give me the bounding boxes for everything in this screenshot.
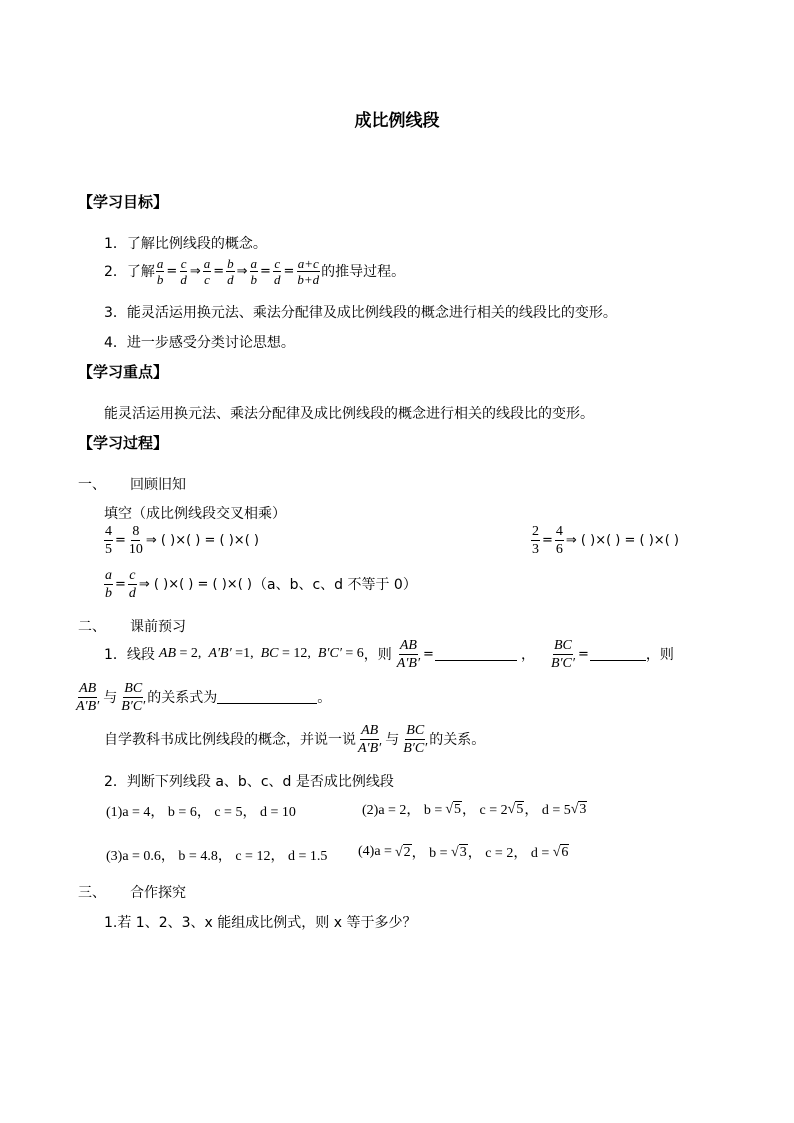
- goal-item-2: 2．了解 $\frac{a}{b}$ = $\frac{c}{d}$ ⇒ $\frac{a}{c}$ = $\frac{b}{d}$ ⇒ $\frac{a}{b}$ = $\frac{c}{d}$ = $\frac{a+c}{b+d}$ 的推导过程。: [104, 255, 406, 287]
- with-label: 与: [385, 732, 400, 748]
- preview-question-1-cont: $\frac{AB}{A'B'}$ 与 $\frac{BC}{B'C'}$ 的关系式为 。: [76, 680, 332, 714]
- formula-fraction: $\frac{AB}{A'B'}$: [76, 680, 100, 714]
- review-equation-2: $\frac{2}{3}$ = $\frac{4}{6}$ ⇒ ( )×( ) = ( )×( ): [532, 523, 679, 557]
- formula-fraction: $\frac{BC}{B'C'}$: [403, 722, 428, 756]
- formula-fraction: $\frac{c}{d}$: [273, 255, 281, 287]
- review-equation-note: （a、b、c、d 不等于 0）: [252, 577, 417, 593]
- formula-fraction: $\frac{BC}{B'C'}$: [121, 680, 146, 714]
- focus-text: 能灵活运用换元法、乘法分配律及成比例线段的概念进行相关的线段比的变形。: [104, 406, 594, 422]
- part2-number: 二、: [78, 619, 106, 635]
- answer-blank[interactable]: [590, 648, 646, 661]
- formula-fraction: $\frac{a}{b}$: [250, 255, 258, 287]
- q1-rel: 的关系式为: [147, 690, 218, 706]
- formula-fraction: $\frac{c}{d}$: [180, 255, 187, 287]
- formula-fraction: $\frac{a}{b}$: [156, 255, 164, 287]
- formula-fraction: $\frac{4}{5}$: [105, 523, 112, 557]
- formula-fraction: $\frac{4}{6}$: [555, 523, 563, 557]
- goal-item-2-prefix: 2．了解: [104, 264, 155, 280]
- part1-number: 一、: [78, 477, 106, 493]
- part1-title: 回顾旧知: [130, 477, 186, 493]
- formula-fraction: $\frac{b}{d}$: [227, 255, 234, 287]
- formula-fraction: $\frac{8}{10}$: [128, 523, 143, 557]
- goal-item-4: 4．进一步感受分类讨论思想。: [104, 335, 295, 351]
- goal-item-1: 1．了解比例线段的概念。: [104, 236, 267, 252]
- formula-fraction: $\frac{a}{c}$: [203, 255, 211, 287]
- self-study-line: [104, 719, 485, 759]
- review-equation-3: $\frac{a}{b}$ = $\frac{c}{d}$ ⇒ ( )×( ) = ( )×( ) （a、b、c、d 不等于 0）: [105, 567, 417, 601]
- case-2-label: (2)a = 2， b =: [362, 803, 443, 818]
- explore-question-1: 1.若 1、2、3、x 能组成比例式，则 x 等于多少？: [104, 915, 417, 931]
- answer-blank[interactable]: [217, 691, 317, 704]
- q1-then: ，则: [363, 647, 392, 663]
- page-title: 成比例线段: [354, 111, 440, 131]
- fill-label: 填空（成比例线段交叉相乘）: [104, 506, 286, 522]
- preview-question-2: 2．判断下列线段 a、b、c、d 是否成比例线段: [104, 774, 394, 790]
- formula-fraction: $\frac{AB}{A'B'}$: [396, 637, 421, 671]
- case-4: (4)a = √2 ， b = √3 ， c = 2， d = √6: [358, 844, 569, 861]
- review-equation-tail: ⇒ ( )×( ) = ( )×( ): [565, 532, 679, 548]
- review-equation-1: $\frac{4}{5}$ = $\frac{8}{10}$ ⇒ ( )×( ) = ( )×( ): [105, 523, 259, 557]
- self-study-suffix: 的关系。: [429, 732, 486, 748]
- formula-fraction: $\frac{a}{b}$: [105, 567, 112, 601]
- formula-fraction: $\frac{AB}{A'B'}$: [358, 722, 382, 756]
- process-heading: 【学习过程】: [78, 434, 169, 452]
- formula-fraction: $\frac{BC}{B'C'}$: [550, 637, 575, 671]
- goals-heading: 【学习目标】: [78, 193, 169, 211]
- with-label: 与: [103, 690, 118, 706]
- answer-blank[interactable]: [435, 648, 517, 661]
- part2-title: 课前预习: [130, 619, 186, 635]
- goal-item-3: 3．能灵活运用换元法、乘法分配律及成比例线段的概念进行相关的线段比的变形。: [104, 305, 617, 321]
- formula-fraction: $\frac{c}{d}$: [128, 567, 136, 601]
- q1-prefix: 1．线段: [104, 647, 155, 663]
- case-1: (1)a = 4， b = 6， c = 5， d = 10: [106, 805, 296, 820]
- self-study-prefix: 自学教科书成比例线段的概念，并说一说: [104, 732, 356, 748]
- case-3: (3)a = 0.6， b = 4.8， c = 12， d = 1.5: [106, 849, 328, 864]
- part3-title: 合作探究: [130, 885, 186, 901]
- review-equation-tail: ⇒ ( )×( ) = ( )×( ): [138, 576, 252, 592]
- preview-question-1: 1．线段 AB = 2, A′B′ =1, BC = 12, B′C′ = 6 ，则 $\frac{AB}{A'B'}$ = ， $\frac{BC}{B'C'}$ = ，则: [104, 637, 674, 671]
- case-2: (2)a = 2， b = √5 ， c = 2 √5 ， d = 5 √3: [362, 797, 587, 821]
- case-4-label: (4)a =: [358, 844, 392, 859]
- goal-item-2-suffix: 的推导过程。: [321, 264, 406, 280]
- part3-number: 三、: [78, 885, 106, 901]
- formula-fraction: $\frac{a+c}{b+d}$: [297, 255, 320, 287]
- formula-fraction: $\frac{2}{3}$: [532, 523, 539, 557]
- focus-heading: 【学习重点】: [78, 363, 169, 381]
- review-equation-tail: ⇒ ( )×( ) = ( )×( ): [145, 532, 259, 548]
